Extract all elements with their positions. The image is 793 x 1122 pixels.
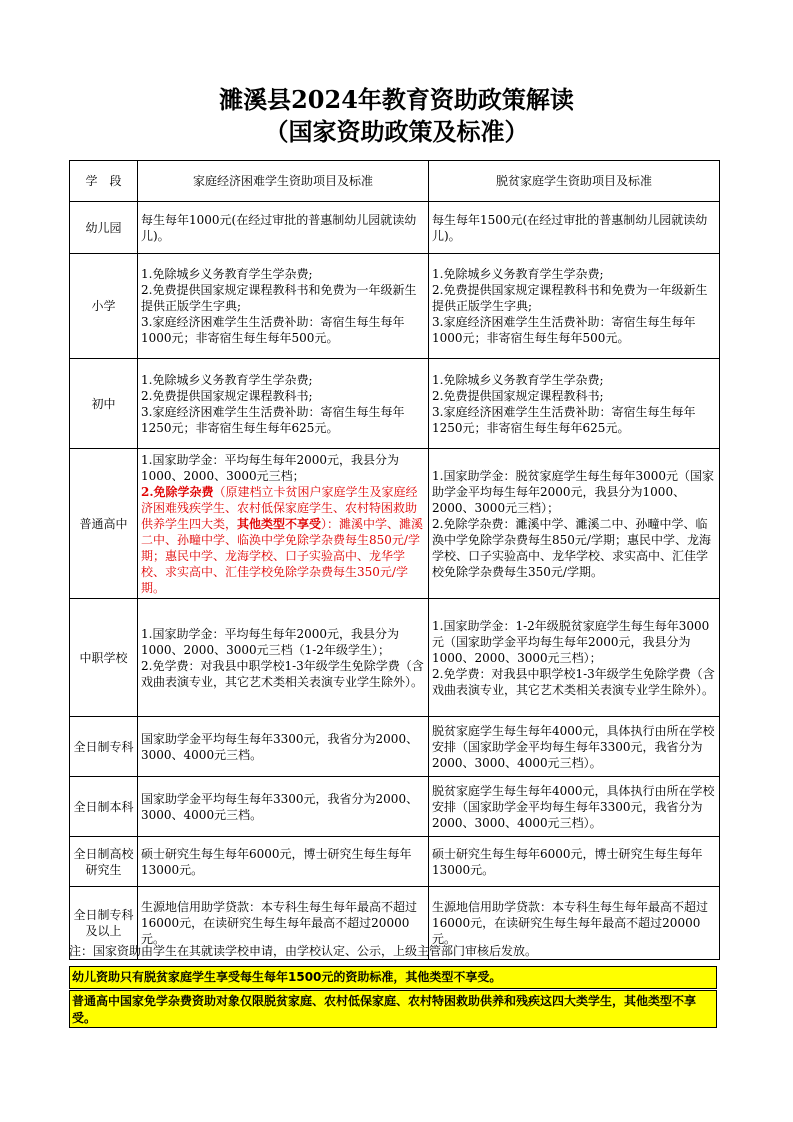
cell-line: 3.家庭经济困难学生生活费补助：寄宿生每生每年1250元；非寄宿生每生每年625元。 (141, 404, 405, 435)
cell-difficulty: 国家助学金平均每生每年3300元，我省分为2000、3000、4000元三档。 (138, 777, 429, 837)
cell-line: 1.国家助学金：平均每生每年2000元，我县分为1000、2000、3000元三档（1-2年级学生）； (141, 626, 399, 657)
header-difficulty: 家庭经济困难学生资助项目及标准 (138, 161, 429, 202)
cell-line: 2.免学费：对我县中职学校1-3年级学生免除学费（含戏曲表演专业，其它艺术类相关表演专业学生除外）。 (141, 658, 424, 689)
cell-line: 3.家庭经济困难学生生活费补助：寄宿生每生每年1000元；非寄宿生每生每年500元。 (141, 315, 405, 345)
stage-cell: 初中 (70, 359, 138, 449)
cell-difficulty (138, 254, 429, 359)
cell-line: 1.免除城乡义务教育学生学杂费; (141, 267, 313, 281)
header-poverty: 脱贫家庭学生资助项目及标准 (429, 161, 720, 202)
cell-difficulty: 每生每年1000元(在经过审批的普惠制幼儿园就读幼儿)。 (138, 202, 429, 254)
cell-line: 2.免费提供国家规定课程教科书; (432, 388, 604, 403)
cell-line: 1.免除城乡义务教育学生学杂费; (141, 372, 313, 387)
cell-difficulty (138, 449, 429, 599)
cell-poverty (429, 449, 720, 599)
cell-line: 3.家庭经济困难学生生活费补助：寄宿生每生每年1000元；非寄宿生每生每年500元。 (432, 315, 696, 345)
stage-cell: 全日制专科 (70, 717, 138, 777)
footnote: 注：国家资助由学生在其就读学校申请，由学校认定、公示，上级主管部门审核后发放。 (69, 944, 538, 958)
table-row (70, 449, 720, 599)
cell-poverty (429, 359, 720, 449)
table-row (70, 254, 720, 359)
cell-poverty: 硕士研究生每生每年6000元，博士研究生每生每年13000元。 (429, 837, 720, 887)
cell-line: 1.免除城乡义务教育学生学杂费; (432, 372, 604, 387)
table-row (70, 359, 720, 449)
table-row (70, 717, 720, 777)
cell-difficulty (138, 599, 429, 717)
cell-poverty: 每生每年1500元(在经过审批的普惠制幼儿园就读幼儿)。 (429, 202, 720, 254)
stage-cell: 中职学校 (70, 599, 138, 717)
cell-difficulty: 国家助学金平均每生每年3300元，我省分为2000、3000、4000元三档。 (138, 717, 429, 777)
table-row (70, 777, 720, 837)
table-row (70, 599, 720, 717)
cell-poverty: 脱贫家庭学生每生每年4000元，具体执行由所在学校安排（国家助学金平均每生每年3300元，我省分为2000、3000、4000元三档）。 (429, 777, 720, 837)
red-bold-text: 其他类型不享受 (237, 516, 322, 531)
cell-line: 1.国家助学金：平均每生每年2000元，我县分为1000、2000、3000元三档； (141, 452, 399, 483)
cell-line: 2.免除学杂费：濉溪中学、濉溪二中、孙疃中学、临涣中学免除学杂费每生850元/学期；惠民中学、龙海学校、口子实验高中、龙华学校、求实高中、汇佳学校免除学杂费每生350元/学期。 (432, 516, 711, 579)
cell-line: 2.免学费：对我县中职学校1-3年级学生免除学费（含戏曲表演专业，其它艺术类相关表演专业学生除外）。 (432, 666, 715, 697)
cell-poverty: 生源地信用助学贷款：本专科生每生每年最高不超过16000元，在读研究生每生每年最高不超过20000元。 (429, 887, 720, 960)
stage-cell: 全日制专科及以上 (70, 887, 138, 960)
table-row (70, 202, 720, 254)
stage-cell: 幼儿园 (70, 202, 138, 254)
red-heading: 2.免除学杂费 (141, 484, 214, 499)
cell-line: 1.免除城乡义务教育学生学杂费; (432, 267, 604, 281)
stage-cell: 全日制高校研究生 (70, 837, 138, 887)
cell-line: 1.国家助学金：1-2年级脱贫家庭学生每生每年3000元（国家助学金平均每生每年2000元，我县分为1000、2000、3000元三档）； (432, 618, 710, 665)
cell-line: 1.国家助学金：脱贫家庭学生每生每年3000元（国家助学金平均每生每年2000元，我县分为1000、2000、3000元三档）； (432, 468, 714, 515)
cell-poverty: 脱贫家庭学生每生每年4000元，具体执行由所在学校安排（国家助学金平均每生每年3300元，我省分为2000、3000、4000元三档）。 (429, 717, 720, 777)
red-emphasis-text (141, 484, 425, 596)
cell-poverty (429, 599, 720, 717)
document-title: 濉溪县2024年教育资助政策解读 (219, 85, 574, 114)
red-text: ）：濉溪中学、濉溪二中、孙疃中学、临涣中学免除学杂费每生850元/学期；惠民中学、龙海学校、口子实验高中、龙华学校、求实高中、汇佳学校免除学杂费每生350元/学期。 (141, 516, 424, 595)
document-subtitle: （国家资助政策及标准） (264, 117, 529, 146)
cell-line: 2.免费提供国家规定课程教科书和免费为一年级新生提供正版学生字典; (432, 283, 708, 313)
table-header-row (70, 161, 720, 202)
cell-line: 2.免费提供国家规定课程教科书和免费为一年级新生提供正版学生字典; (141, 283, 417, 313)
highlight-notice-kindergarten: 幼儿资助只有脱贫家庭学生享受每生每年1500元的资助标准，其他类型不享受。 (69, 966, 717, 989)
cell-difficulty: 生源地信用助学贷款：本专科生每生每年最高不超过16000元，在读研究生每生每年最高不超过20000元。 (138, 887, 429, 960)
table-row (70, 837, 720, 887)
cell-line: 2.免费提供国家规定课程教科书; (141, 388, 313, 403)
stage-cell: 普通高中 (70, 449, 138, 599)
stage-cell: 小学 (70, 254, 138, 359)
cell-difficulty (138, 359, 429, 449)
header-stage: 学 段 (70, 161, 138, 202)
cell-difficulty: 硕士研究生每生每年6000元，博士研究生每生每年13000元。 (138, 837, 429, 887)
policy-table (69, 160, 720, 960)
cell-poverty (429, 254, 720, 359)
stage-cell: 全日制本科 (70, 777, 138, 837)
highlight-notice-highschool: 普通高中国家免学杂费资助对象仅限脱贫家庭、农村低保家庭、农村特困救助供养和残疾这四大类学生，其他类型不享受。 (69, 990, 717, 1028)
red-text: （原建档立卡贫困户家庭学生及家庭经济困难残疾学生、农村低保家庭学生、农村特困救助供养学生四大类， (141, 484, 418, 531)
cell-line: 3.家庭经济困难学生生活费补助：寄宿生每生每年1250元；非寄宿生每生每年625元。 (432, 404, 696, 435)
